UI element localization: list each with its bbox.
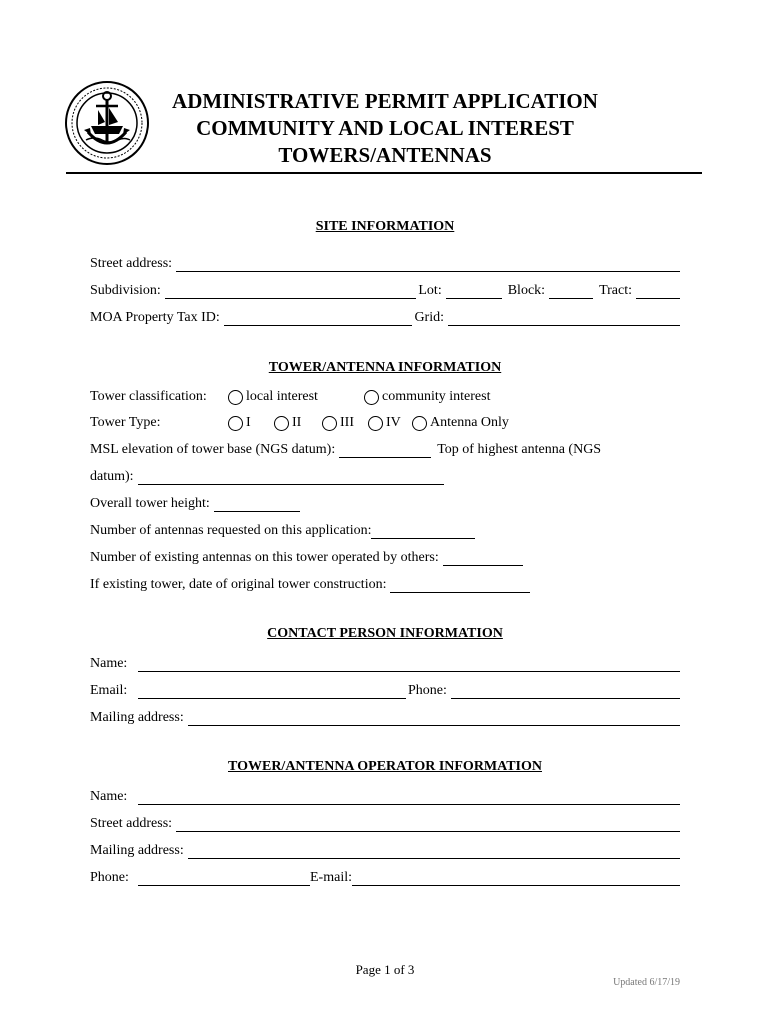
existing-antennas-label: Number of existing antennas on this tower operated by others: [90, 550, 439, 565]
operator-information-heading: TOWER/ANTENNA OPERATOR INFORMATION [228, 759, 542, 774]
block-label: Block: [507, 283, 546, 298]
local-interest-label: local interest [246, 389, 318, 404]
radio-type-i[interactable] [228, 416, 243, 431]
subdivision-label: Subdivision: [90, 283, 161, 298]
msl-elevation-field[interactable] [339, 443, 431, 458]
tower-height-row [90, 492, 680, 512]
radio-local-interest[interactable] [228, 390, 243, 405]
street-address-field[interactable] [176, 257, 680, 272]
tax-id-row [90, 306, 680, 326]
msl-elevation-row [90, 438, 680, 458]
type-iv-option[interactable] [368, 415, 412, 431]
existing-antennas-row [90, 546, 680, 566]
radio-antenna-only[interactable] [412, 416, 427, 431]
top-antenna-label: Top of highest antenna (NGS [437, 442, 602, 457]
tower-information-heading: TOWER/ANTENNA INFORMATION [268, 360, 502, 375]
tower-height-label: Overall tower height: [90, 496, 210, 511]
lot-label: Lot: [418, 283, 442, 298]
top-antenna-field[interactable] [138, 470, 444, 485]
type-antenna-only-option[interactable] [412, 415, 509, 431]
num-antennas-row [90, 519, 680, 539]
radio-type-ii[interactable] [274, 416, 289, 431]
contact-phone-label: Phone: [408, 683, 447, 698]
page-number: Page 1 of 3 [355, 962, 415, 977]
classification-local-interest-option[interactable] [228, 389, 364, 405]
construction-date-field[interactable] [390, 578, 530, 593]
existing-antennas-field[interactable] [443, 551, 523, 566]
operator-name-row [90, 785, 680, 805]
radio-type-iii[interactable] [322, 416, 337, 431]
lot-field[interactable] [446, 284, 502, 299]
operator-name-label: Name: [90, 789, 128, 804]
radio-community-interest[interactable] [364, 390, 379, 405]
contact-phone-field[interactable] [451, 684, 680, 699]
type-i-option[interactable] [228, 415, 274, 431]
type-iii-label: III [340, 415, 354, 430]
street-address-row [90, 252, 680, 272]
construction-date-label: If existing tower, date of original tower construction: [90, 577, 387, 592]
contact-name-field[interactable] [138, 657, 680, 672]
grid-label: Grid: [414, 310, 444, 325]
contact-email-field[interactable] [138, 684, 406, 699]
contact-email-phone-row [90, 679, 680, 699]
num-antennas-label: Number of antennas requested on this application: [90, 523, 372, 538]
operator-email-label: E-mail: [310, 870, 352, 885]
datum-label: datum): [90, 469, 134, 484]
type-ii-option[interactable] [274, 415, 322, 431]
title-line-3: TOWERS/ANTENNAS [278, 143, 492, 167]
tower-type-row [90, 411, 680, 431]
tax-id-label: MOA Property Tax ID: [90, 310, 220, 325]
contact-mailing-field[interactable] [188, 711, 680, 726]
num-antennas-field[interactable] [371, 524, 475, 539]
operator-street-row [90, 812, 680, 832]
msl-elevation-label: MSL elevation of tower base (NGS datum): [90, 442, 336, 457]
tower-classification-label: Tower classification: [90, 389, 207, 404]
operator-street-label: Street address: [90, 816, 173, 831]
contact-mailing-row [90, 706, 680, 726]
operator-phone-field[interactable] [138, 871, 310, 886]
tower-classification-row [90, 385, 680, 405]
type-ii-label: II [292, 415, 302, 430]
title-line-1: ADMINISTRATIVE PERMIT APPLICATION [172, 89, 598, 113]
updated-date: Updated 6/17/19 [613, 977, 680, 988]
subdivision-field[interactable] [165, 284, 417, 299]
operator-name-field[interactable] [138, 790, 680, 805]
contact-mailing-label: Mailing address: [90, 710, 184, 725]
operator-mailing-field[interactable] [188, 844, 680, 859]
operator-mailing-row [90, 839, 680, 859]
radio-type-iv[interactable] [368, 416, 383, 431]
operator-phone-email-row [90, 866, 680, 886]
operator-street-field[interactable] [176, 817, 680, 832]
title-line-2: COMMUNITY AND LOCAL INTEREST [196, 116, 574, 140]
tract-label: Tract: [599, 283, 632, 298]
block-field[interactable] [549, 284, 593, 299]
contact-information-heading: CONTACT PERSON INFORMATION [267, 626, 503, 641]
tower-height-field[interactable] [214, 497, 300, 512]
header-divider [66, 172, 702, 174]
type-iii-option[interactable] [322, 415, 368, 431]
street-address-label: Street address: [90, 256, 173, 271]
contact-email-label: Email: [90, 683, 128, 698]
classification-community-interest-option[interactable] [364, 389, 490, 405]
subdivision-row [90, 279, 680, 299]
tract-field[interactable] [636, 284, 680, 299]
antenna-only-label: Antenna Only [430, 415, 509, 430]
contact-name-label: Name: [90, 656, 128, 671]
type-iv-label: IV [386, 415, 401, 430]
grid-field[interactable] [448, 311, 680, 326]
tax-id-field[interactable] [224, 311, 413, 326]
operator-phone-label: Phone: [90, 870, 129, 885]
datum-row [90, 465, 680, 485]
tower-type-label: Tower Type: [90, 415, 161, 430]
construction-date-row [90, 573, 680, 593]
type-i-label: I [246, 415, 251, 430]
document-title [140, 88, 630, 169]
operator-mailing-label: Mailing address: [90, 843, 184, 858]
site-information-heading: SITE INFORMATION [315, 219, 455, 234]
community-interest-label: community interest [382, 389, 491, 404]
contact-name-row [90, 652, 680, 672]
operator-email-field[interactable] [352, 871, 680, 886]
municipality-seal-icon [64, 80, 150, 166]
